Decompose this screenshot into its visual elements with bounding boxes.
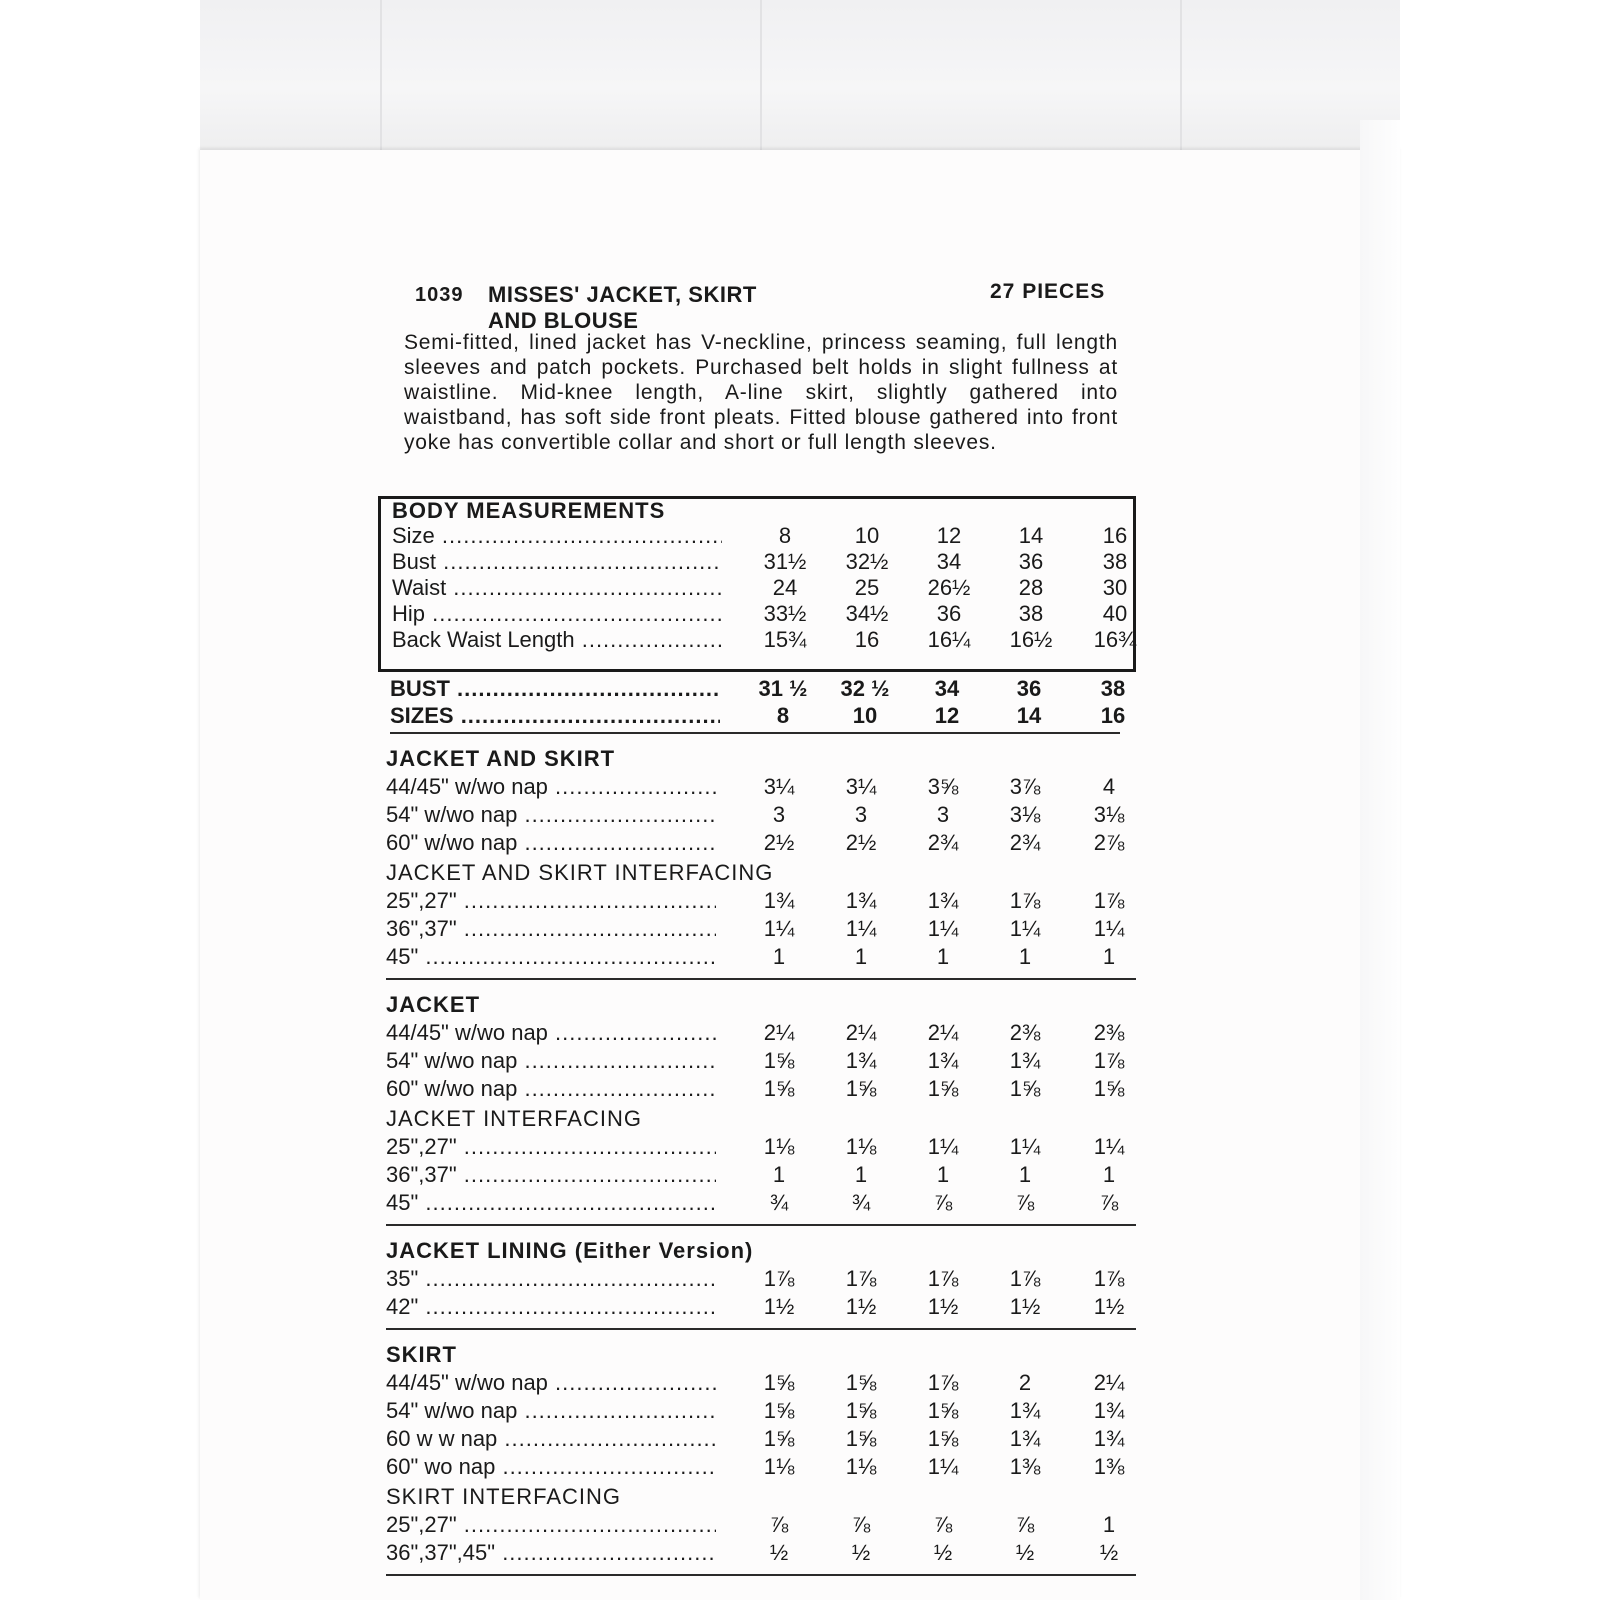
row-label: Size .....: [392, 523, 722, 549]
pattern-header: [400, 278, 1160, 455]
size-4-value: 1⅞: [1093, 888, 1125, 913]
size-0-value: 2½: [763, 830, 795, 855]
size-1-value: 1⅝: [845, 1426, 877, 1451]
size-3-value: 1¾: [1009, 1398, 1041, 1423]
size-3-value: 1⅝: [1009, 1076, 1041, 1101]
size-4-value: 1¼: [1093, 1134, 1125, 1159]
size-3-value: ⅞: [1015, 1190, 1035, 1215]
yardage-sections: [386, 744, 1136, 1586]
table-row: [386, 888, 1136, 916]
size-2-value: 1¼: [927, 1454, 959, 1479]
table-row: [386, 1512, 1136, 1540]
row-label: 44/45" w/wo nap .....: [386, 1370, 716, 1396]
row-label: 25",27" .....: [386, 888, 716, 914]
size-4-value: 38: [1100, 676, 1126, 701]
size-1-value: 2½: [845, 830, 877, 855]
size-0-value: 24: [772, 575, 798, 600]
size-3-value: 2: [1018, 1370, 1032, 1395]
pattern-number: 1039: [415, 284, 464, 306]
size-0-value: 2¼: [763, 1020, 795, 1045]
row-label: 60" w/wo nap .....: [386, 1076, 716, 1102]
size-2-value: 1¾: [927, 1048, 959, 1073]
row-label: 60 w w nap .....: [386, 1426, 716, 1452]
size-2-value: ⅞: [933, 1190, 953, 1215]
sheet-edge: [1360, 120, 1400, 1600]
size-4-value: 1⅝: [1093, 1076, 1125, 1101]
row-label: 36",37",45" .....: [386, 1540, 716, 1566]
size-1-value: 1¼: [845, 916, 877, 941]
size-2-value: 1¼: [927, 1134, 959, 1159]
size-2-value: 1½: [927, 1294, 959, 1319]
row-label: Hip .....: [392, 601, 722, 627]
size-3-value: 1: [1018, 1162, 1032, 1187]
size-0-value: 8: [776, 703, 790, 728]
row-label: 35" .....: [386, 1266, 716, 1292]
table-row: [386, 1294, 1136, 1322]
size-2-value: 16¼: [927, 627, 971, 652]
size-3-value: 1½: [1009, 1294, 1041, 1319]
size-4-value: 30: [1102, 575, 1128, 600]
pattern-title: [488, 282, 757, 334]
paper-crease: [760, 0, 762, 150]
table-row: [386, 1020, 1136, 1048]
table-row: [386, 1426, 1136, 1454]
size-1-value: 32 ½: [840, 676, 890, 701]
size-3-value: 1⅞: [1009, 888, 1041, 913]
table-row: [386, 1190, 1136, 1218]
size-0-value: 33½: [763, 601, 807, 626]
title-line-2: AND BLOUSE: [488, 308, 639, 333]
size-2-value: 34: [934, 676, 960, 701]
row-label: 45" .....: [386, 1190, 716, 1216]
table-row: [386, 802, 1136, 830]
size-0-value: ¾: [769, 1190, 789, 1215]
size-2-value: 1: [936, 1162, 950, 1187]
size-1-value: 10: [852, 703, 878, 728]
size-0-value: 3¼: [763, 774, 795, 799]
size-0-value: 1½: [763, 1294, 795, 1319]
section-heading: JACKET AND SKIRT: [386, 746, 616, 771]
row-label: Waist .....: [392, 575, 722, 601]
size-4-value: 3⅛: [1093, 802, 1125, 827]
table-row: [386, 1370, 1136, 1398]
size-1-value: 1¾: [845, 1048, 877, 1073]
table-row: [386, 1048, 1136, 1076]
section-block: [386, 1104, 1136, 1226]
size-3-value: 1⅞: [1009, 1266, 1041, 1291]
size-0-value: 31½: [763, 549, 807, 574]
size-3-value: 1¾: [1009, 1426, 1041, 1451]
size-3-value: 2¾: [1009, 830, 1041, 855]
table-row: [386, 1398, 1136, 1426]
section-block: [386, 1236, 1136, 1330]
row-label: 54" w/wo nap .....: [386, 1048, 716, 1074]
size-4-value: 1¾: [1093, 1398, 1125, 1423]
table-row: [386, 1162, 1136, 1190]
size-1-value: 16: [854, 627, 880, 652]
row-label: 60" wo nap .....: [386, 1454, 716, 1480]
section-heading: JACKET INTERFACING: [386, 1106, 642, 1131]
size-0-value: 1⅝: [763, 1076, 795, 1101]
size-0-value: 1⅝: [763, 1048, 795, 1073]
size-3-value: 28: [1018, 575, 1044, 600]
table-row: [386, 1076, 1136, 1104]
size-4-value: 1⅞: [1093, 1266, 1125, 1291]
table-row: [386, 830, 1136, 858]
size-2-value: 3⅝: [927, 774, 959, 799]
section-block: [386, 858, 1136, 980]
section-heading: JACKET: [386, 992, 481, 1017]
section-heading: JACKET AND SKIRT INTERFACING: [386, 860, 774, 885]
pieces-count: 27 PIECES: [990, 280, 1106, 303]
table-row: [386, 1134, 1136, 1162]
size-1-value: 1⅝: [845, 1076, 877, 1101]
row-label: 45" .....: [386, 944, 716, 970]
size-0-value: 1: [772, 944, 786, 969]
size-0-value: ½: [769, 1540, 789, 1565]
size-0-value: ⅞: [769, 1512, 789, 1537]
table-row: [386, 1266, 1136, 1294]
size-0-value: 1⅛: [763, 1134, 795, 1159]
size-2-value: 2¼: [927, 1020, 959, 1045]
size-4-value: ½: [1099, 1540, 1119, 1565]
size-1-value: 2¼: [845, 1020, 877, 1045]
table-row: [386, 944, 1136, 972]
size-1-value: 1⅝: [845, 1370, 877, 1395]
size-1-value: 1⅞: [845, 1266, 877, 1291]
size-3-value: 1¼: [1009, 1134, 1041, 1159]
size-1-value: 10: [854, 523, 880, 548]
section-block: [386, 1340, 1136, 1482]
size-3-value: ⅞: [1015, 1512, 1035, 1537]
size-1-value: 25: [854, 575, 880, 600]
section-heading: SKIRT: [386, 1342, 457, 1367]
section-block: [386, 1482, 1136, 1576]
size-1-value: 1⅛: [845, 1134, 877, 1159]
size-3-value: 2⅜: [1009, 1020, 1041, 1045]
size-4-value: 16¾: [1093, 627, 1137, 652]
size-3-value: 3⅞: [1009, 774, 1041, 799]
size-2-value: 1⅞: [927, 1370, 959, 1395]
row-label: 25",27" .....: [386, 1512, 716, 1538]
size-1-value: ⅞: [851, 1512, 871, 1537]
size-2-value: 36: [936, 601, 962, 626]
size-0-value: 1⅝: [763, 1398, 795, 1423]
size-1-value: 34½: [845, 601, 889, 626]
size-3-value: 36: [1016, 676, 1042, 701]
row-label: 25",27" .....: [386, 1134, 716, 1160]
size-0-value: 1: [772, 1162, 786, 1187]
table-row: [386, 774, 1136, 802]
size-2-value: ⅞: [933, 1512, 953, 1537]
size-0-value: 15¾: [763, 627, 807, 652]
background-paper: [200, 0, 1400, 150]
section-block: [386, 990, 1136, 1104]
section-divider: [386, 978, 1136, 980]
size-2-value: 1¼: [927, 916, 959, 941]
size-2-value: 3: [936, 802, 950, 827]
row-label: BUST .....: [390, 676, 720, 702]
size-4-value: 4: [1102, 774, 1116, 799]
title-line-1: MISSES' JACKET, SKIRT: [488, 282, 757, 307]
paper-crease: [380, 0, 382, 150]
size-4-value: 1⅜: [1093, 1454, 1125, 1479]
size-3-value: 3⅛: [1009, 802, 1041, 827]
size-1-value: 1⅛: [845, 1454, 877, 1479]
size-4-value: 2⅞: [1093, 830, 1125, 855]
size-3-value: 1: [1018, 944, 1032, 969]
size-2-value: 2¾: [927, 830, 959, 855]
size-3-value: 1⅜: [1009, 1454, 1041, 1479]
row-label: 44/45" w/wo nap .....: [386, 774, 716, 800]
row-label: Bust .....: [392, 549, 722, 575]
row-label: 54" w/wo nap .....: [386, 802, 716, 828]
size-4-value: 1½: [1093, 1294, 1125, 1319]
size-3-value: 16½: [1009, 627, 1053, 652]
section-heading: JACKET LINING (Either Version): [386, 1238, 754, 1263]
section-heading: SKIRT INTERFACING: [386, 1484, 622, 1509]
size-1-value: ¾: [851, 1190, 871, 1215]
size-4-value: 1¼: [1093, 916, 1125, 941]
size-1-value: 32½: [845, 549, 889, 574]
size-4-value: 1: [1102, 944, 1116, 969]
size-4-value: 1⅞: [1093, 1048, 1125, 1073]
row-label: SIZES .....: [390, 703, 720, 729]
size-1-value: 1½: [845, 1294, 877, 1319]
size-2-value: 26½: [927, 575, 971, 600]
size-2-value: 12: [936, 523, 962, 548]
size-2-value: 1⅞: [927, 1266, 959, 1291]
size-1-value: 3¼: [845, 774, 877, 799]
row-label: 36",37" .....: [386, 1162, 716, 1188]
row-label: 42" .....: [386, 1294, 716, 1320]
size-4-value: 1: [1102, 1512, 1116, 1537]
section-divider: [386, 1574, 1136, 1576]
size-0-value: 1¼: [763, 916, 795, 941]
size-2-value: 1: [936, 944, 950, 969]
size-0-value: 1⅝: [763, 1370, 795, 1395]
section-divider: [386, 1224, 1136, 1226]
table-row: [386, 1540, 1136, 1568]
size-1-value: 1¾: [845, 888, 877, 913]
size-1-value: 1: [854, 1162, 868, 1187]
size-2-value: 1¾: [927, 888, 959, 913]
size-0-value: 1⅞: [763, 1266, 795, 1291]
size-4-value: 38: [1102, 549, 1128, 574]
size-2-value: 12: [934, 703, 960, 728]
size-1-value: ½: [851, 1540, 871, 1565]
row-label: 44/45" w/wo nap .....: [386, 1020, 716, 1046]
size-4-value: 1: [1102, 1162, 1116, 1187]
size-3-value: 1¾: [1009, 1048, 1041, 1073]
size-3-value: ½: [1015, 1540, 1035, 1565]
row-label: 60" w/wo nap .....: [386, 830, 716, 856]
size-1-value: 1⅝: [845, 1398, 877, 1423]
size-4-value: ⅞: [1099, 1190, 1119, 1215]
size-3-value: 14: [1016, 703, 1042, 728]
table-row: [386, 1454, 1136, 1482]
size-3-value: 1¼: [1009, 916, 1041, 941]
size-2-value: 34: [936, 549, 962, 574]
size-1-value: 3: [854, 802, 868, 827]
size-4-value: 40: [1102, 601, 1128, 626]
size-0-value: 3: [772, 802, 786, 827]
size-3-value: 38: [1018, 601, 1044, 626]
row-label: 54" w/wo nap .....: [386, 1398, 716, 1424]
size-3-value: 36: [1018, 549, 1044, 574]
size-0-value: 1⅝: [763, 1426, 795, 1451]
pattern-description: Semi-fitted, lined jacket has V-neckline, princess seaming, full length sleeves and patch pockets. Purchased belt holds in slight fullness at waistline. Mid-knee length, A-line skirt, slightly gathered into waistband, has soft side front pleats. Fitted blouse gathered into front yoke has convertible collar and short or full length sleeves.: [404, 331, 1118, 454]
size-0-value: 31 ½: [758, 676, 808, 701]
size-2-value: 1⅝: [927, 1426, 959, 1451]
size-2-value: 1⅝: [927, 1076, 959, 1101]
paper-crease: [1180, 0, 1182, 150]
section-divider: [386, 1328, 1136, 1330]
row-label: 36",37" .....: [386, 916, 716, 942]
size-2-value: 1⅝: [927, 1398, 959, 1423]
size-4-value: 16: [1102, 523, 1128, 548]
size-3-value: 14: [1018, 523, 1044, 548]
size-4-value: 16: [1100, 703, 1126, 728]
size-4-value: 2¼: [1093, 1370, 1125, 1395]
size-2-value: ½: [933, 1540, 953, 1565]
section-divider: [390, 732, 1120, 734]
size-1-value: 1: [854, 944, 868, 969]
table-row: [386, 916, 1136, 944]
size-4-value: 2⅜: [1093, 1020, 1125, 1045]
size-0-value: 1¾: [763, 888, 795, 913]
row-label: Back Waist Length .....: [392, 627, 722, 653]
size-4-value: 1¾: [1093, 1426, 1125, 1451]
section-block: [386, 744, 1136, 858]
size-0-value: 1⅛: [763, 1454, 795, 1479]
size-0-value: 8: [778, 523, 792, 548]
